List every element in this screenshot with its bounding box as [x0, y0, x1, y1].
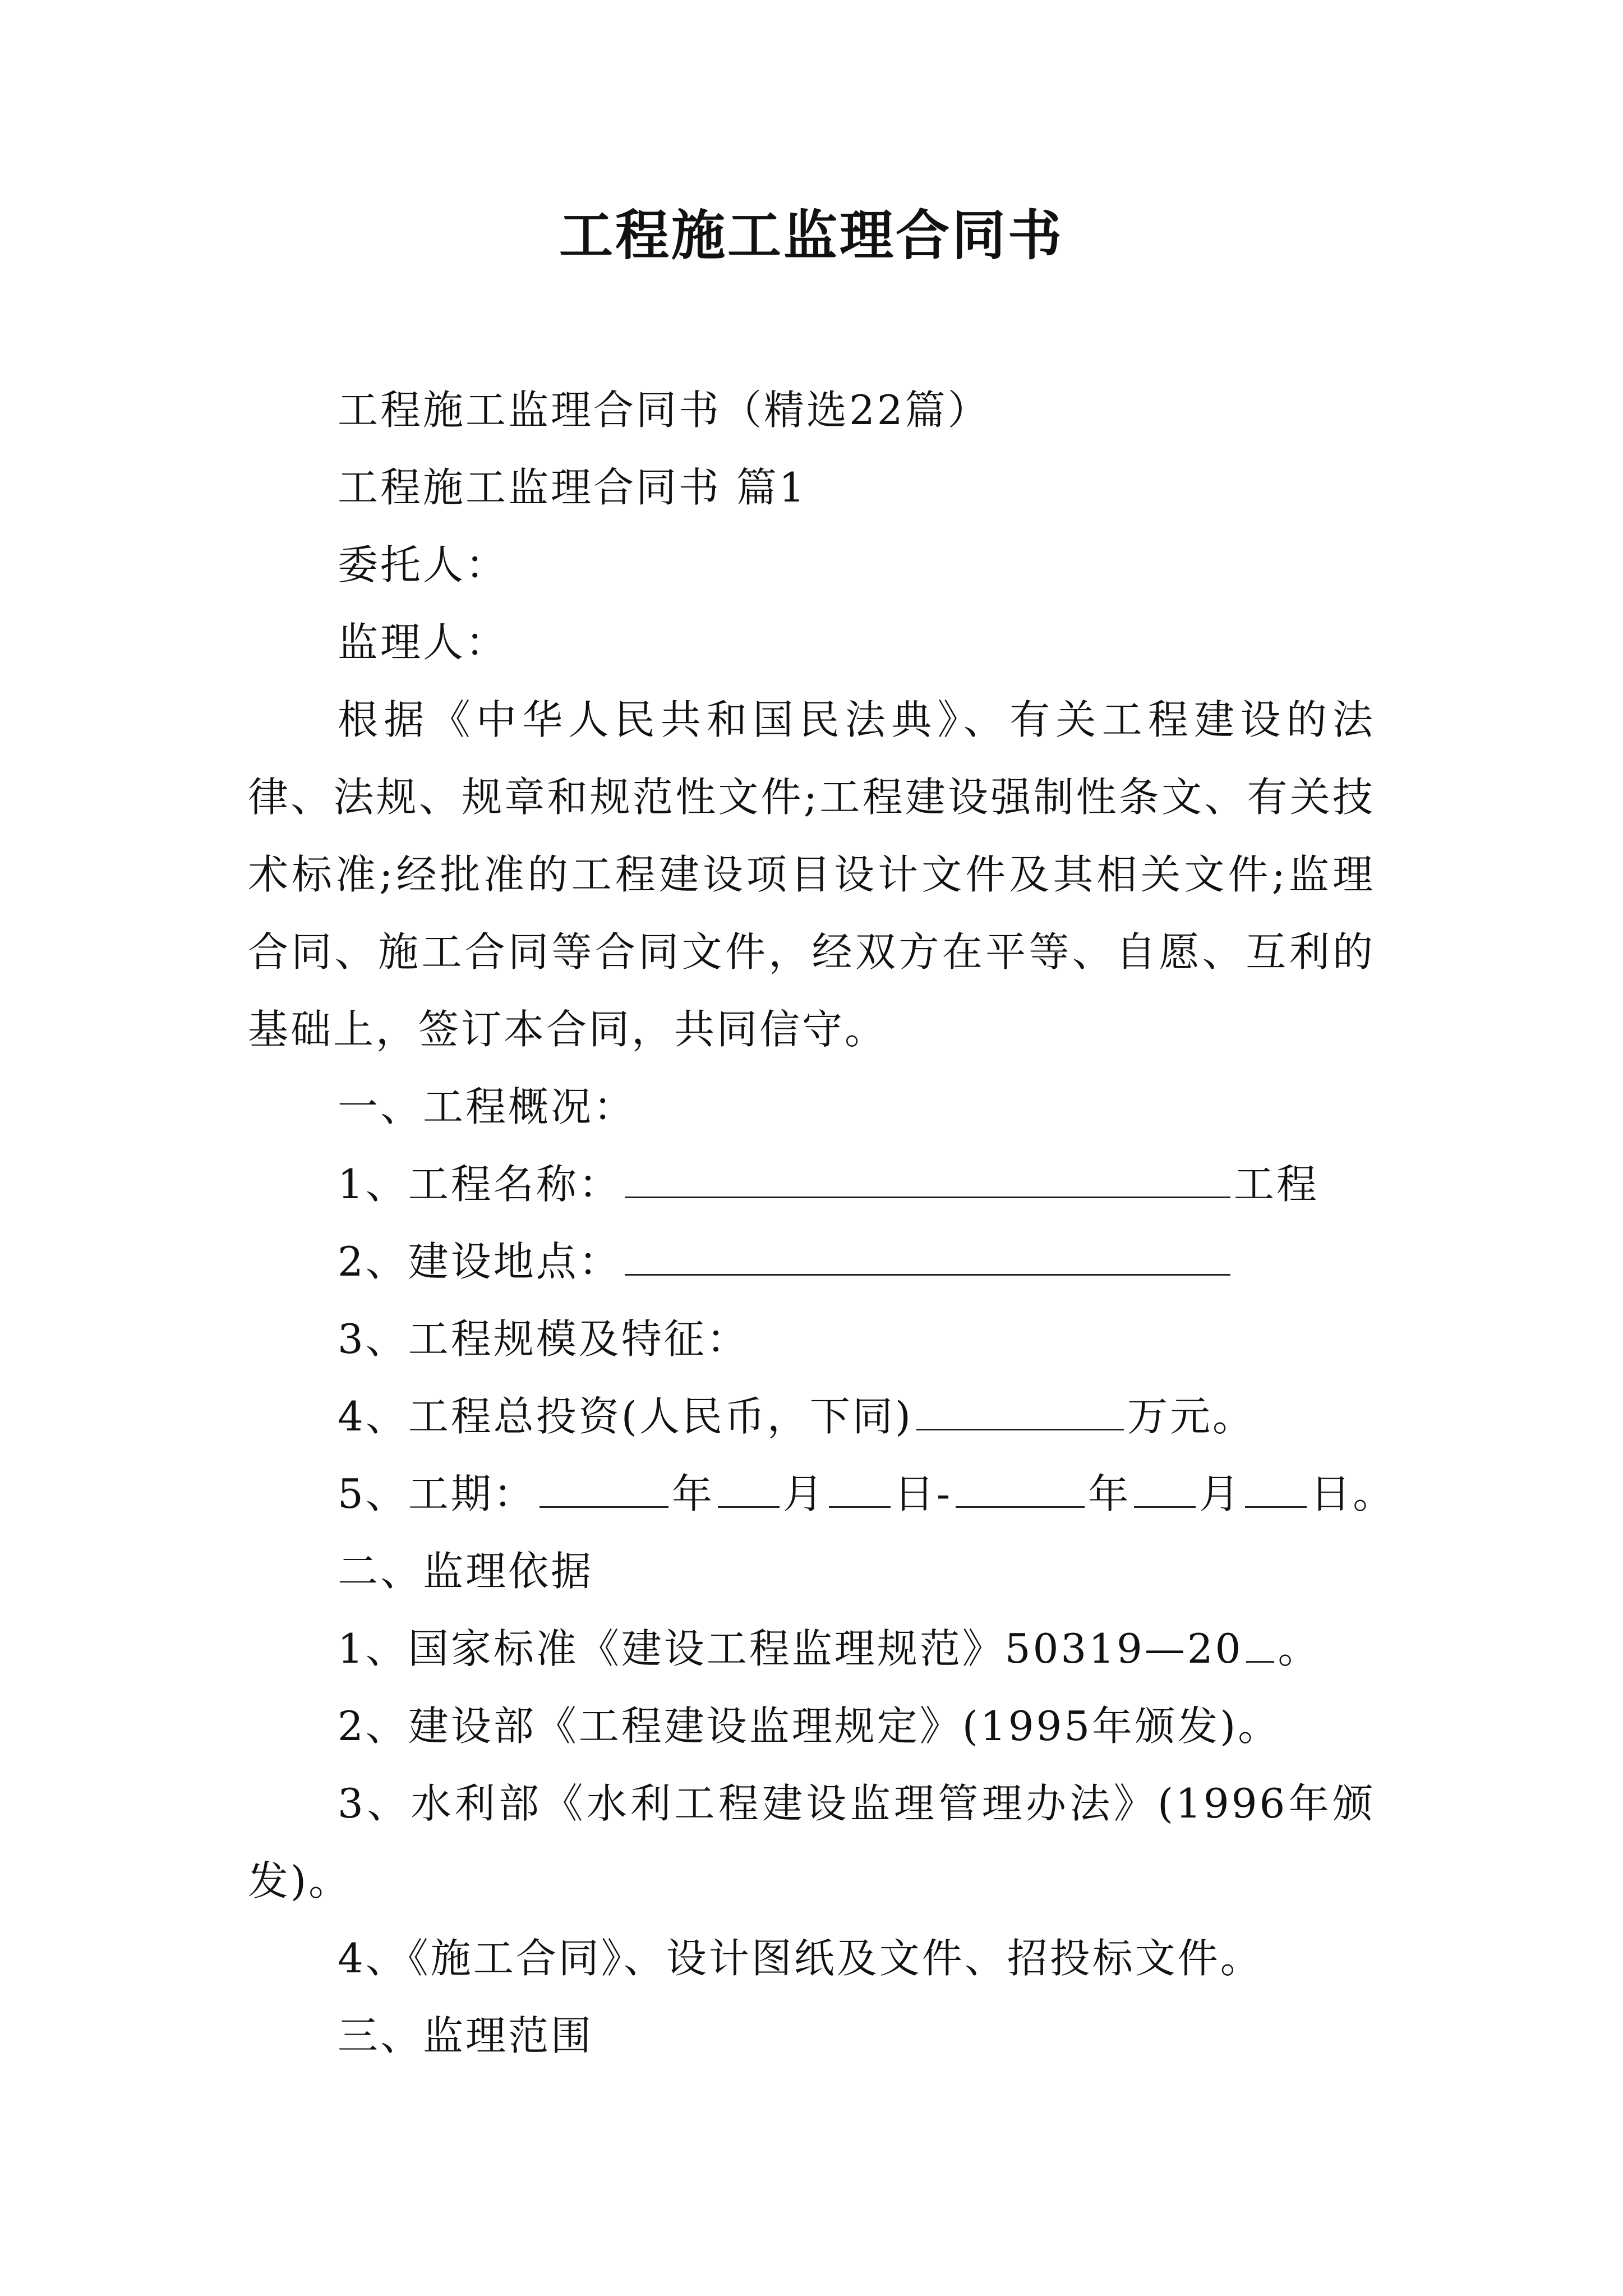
start-day-unit: 日-	[893, 1470, 953, 1517]
document-title: 工程施工监理合同书	[559, 204, 1064, 267]
duration-line	[248, 1455, 1396, 1533]
project-name-suffix: 工程	[1233, 1161, 1319, 1208]
section1-heading: 一、工程概况：	[338, 1083, 637, 1130]
section2-heading: 二、监理依据	[338, 1548, 594, 1595]
project-name-line	[248, 1145, 1375, 1223]
supervisor-label: 监理人：	[338, 619, 509, 666]
basis-item1-text: 1、国家标准《建设工程监理规范》50319—20	[338, 1625, 1243, 1672]
start-year-unit: 年	[671, 1470, 714, 1517]
investment-label: 4、工程总投资(人民币，下同)	[338, 1393, 913, 1440]
subtitle: 工程施工监理合同书（精选22篇）	[338, 386, 990, 434]
investment-blank	[916, 1394, 1124, 1430]
start-day-blank	[829, 1471, 891, 1508]
duration-label: 5、工期：	[338, 1470, 536, 1517]
basis-item1-blank	[1246, 1626, 1274, 1663]
end-month-blank	[1134, 1471, 1196, 1508]
project-name-label: 1、工程名称：	[338, 1161, 621, 1208]
end-day-blank	[1245, 1471, 1307, 1508]
preamble-paragraph: 根据《中华人民共和国民法典》、有关工程建设的法律、法规、规章和规范性文件;工程建设强制性条文、有关技术标准;经批准的工程建设项目设计文件及其相关文件;监理合同、施工合同等合同文件，经双方在平等、自愿、互利的基础上，签订本合同，共同信守。	[248, 696, 1375, 1053]
basis-item2: 2、建设部《工程建设监理规定》(1995年颁发)。	[338, 1703, 1281, 1750]
start-month-blank	[718, 1471, 780, 1508]
end-year-blank	[956, 1471, 1085, 1508]
document-body	[248, 371, 1396, 2074]
start-month-unit: 月	[782, 1470, 826, 1517]
site-label: 2、建设地点：	[338, 1238, 621, 1285]
end-month-unit: 月	[1199, 1470, 1242, 1517]
project-name-blank	[625, 1162, 1230, 1198]
site-blank	[625, 1239, 1230, 1276]
basis-item1	[248, 1610, 1375, 1687]
investment-line	[248, 1378, 1375, 1455]
end-year-unit: 年	[1088, 1470, 1131, 1517]
site-line	[248, 1223, 1375, 1300]
section3-heading: 三、监理范围	[338, 2012, 594, 2059]
start-year-blank	[540, 1471, 668, 1508]
section-heading: 工程施工监理合同书 篇1	[338, 464, 807, 511]
principal-label: 委托人：	[338, 541, 509, 588]
basis-item3: 3、水利部《水利工程建设监理管理办法》(1996年颁发)。	[248, 1780, 1375, 1904]
scale-line: 3、工程规模及特征：	[338, 1315, 749, 1363]
basis-item4: 4、《施工合同》、设计图纸及文件、招投标文件。	[338, 1935, 1263, 1982]
investment-suffix: 万元。	[1127, 1393, 1256, 1440]
end-day-unit: 日。	[1310, 1470, 1396, 1517]
basis-item1-suffix: 。	[1278, 1625, 1321, 1672]
